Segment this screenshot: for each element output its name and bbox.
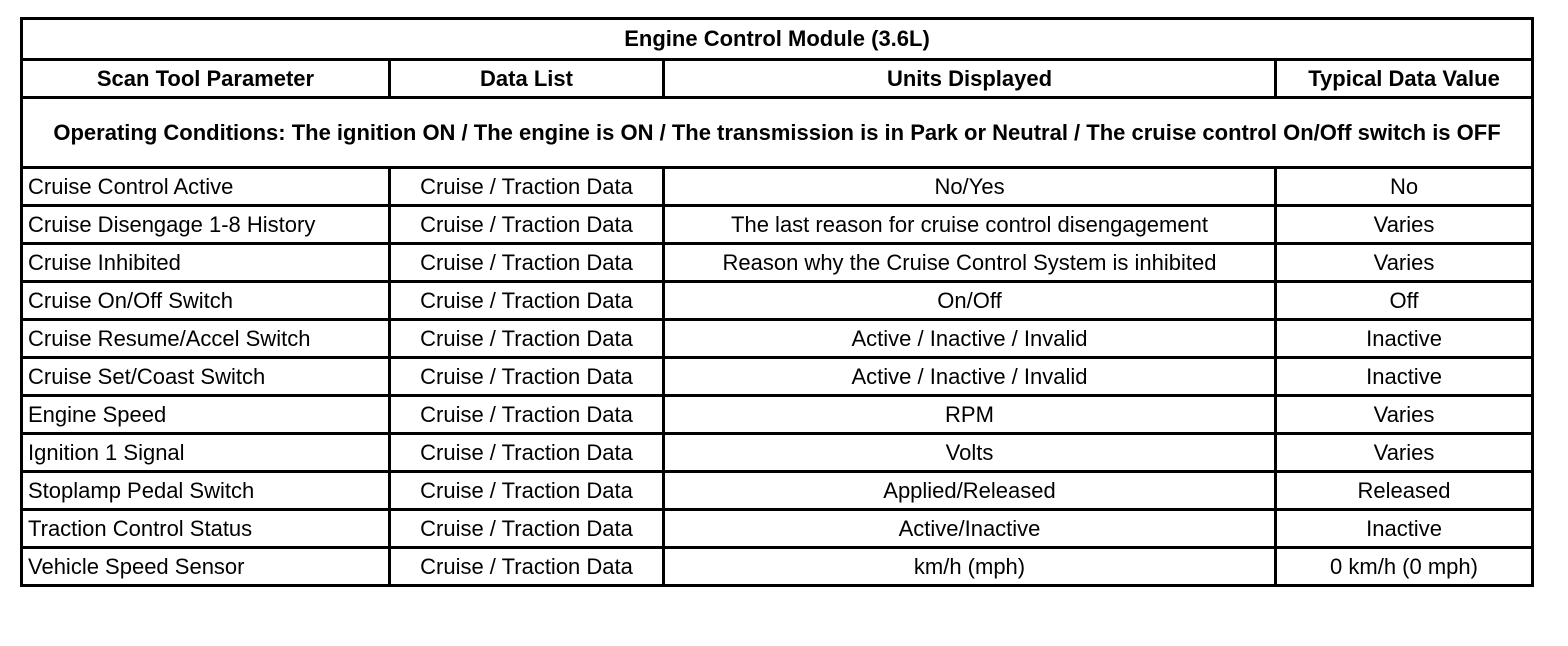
table-row [22, 282, 1533, 320]
table-row [22, 168, 1533, 206]
units-cell: Active / Inactive / Invalid [664, 320, 1276, 358]
data-list-cell: Cruise / Traction Data [390, 206, 664, 244]
units-cell: Reason why the Cruise Control System is inhibited [664, 244, 1276, 282]
units-cell: Volts [664, 434, 1276, 472]
table-title-row [22, 19, 1533, 60]
table-row [22, 244, 1533, 282]
units-cell: On/Off [664, 282, 1276, 320]
data-list-cell: Cruise / Traction Data [390, 282, 664, 320]
table-body [22, 168, 1533, 586]
header-typical-data-value: Typical Data Value [1276, 60, 1533, 98]
typical-value-cell: 0 km/h (0 mph) [1276, 548, 1533, 586]
table-row [22, 396, 1533, 434]
table-row [22, 472, 1533, 510]
data-list-cell: Cruise / Traction Data [390, 548, 664, 586]
parameter-cell: Cruise Set/Coast Switch [22, 358, 390, 396]
data-list-cell: Cruise / Traction Data [390, 168, 664, 206]
typical-value-cell: Varies [1276, 396, 1533, 434]
typical-value-cell: Varies [1276, 434, 1533, 472]
units-cell: Applied/Released [664, 472, 1276, 510]
units-cell: The last reason for cruise control disengagement [664, 206, 1276, 244]
table-row [22, 358, 1533, 396]
parameter-cell: Ignition 1 Signal [22, 434, 390, 472]
table-row [22, 434, 1533, 472]
typical-value-cell: Off [1276, 282, 1533, 320]
units-cell: km/h (mph) [664, 548, 1276, 586]
parameter-cell: Engine Speed [22, 396, 390, 434]
parameter-cell: Cruise Resume/Accel Switch [22, 320, 390, 358]
units-cell: RPM [664, 396, 1276, 434]
table-row [22, 320, 1533, 358]
parameter-cell: Vehicle Speed Sensor [22, 548, 390, 586]
table-title: Engine Control Module (3.6L) [22, 19, 1533, 60]
data-list-cell: Cruise / Traction Data [390, 358, 664, 396]
operating-conditions: Operating Conditions: The ignition ON / The engine is ON / The transmission is in Park or Neutral / The cruise control On/Off switch is OFF [22, 98, 1533, 168]
parameter-cell: Cruise Control Active [22, 168, 390, 206]
typical-value-cell: Inactive [1276, 358, 1533, 396]
units-cell: No/Yes [664, 168, 1276, 206]
parameter-cell: Cruise Inhibited [22, 244, 390, 282]
units-cell: Active / Inactive / Invalid [664, 358, 1276, 396]
parameter-cell: Cruise Disengage 1-8 History [22, 206, 390, 244]
table-row [22, 510, 1533, 548]
header-scan-tool-parameter: Scan Tool Parameter [22, 60, 390, 98]
data-list-cell: Cruise / Traction Data [390, 396, 664, 434]
data-list-cell: Cruise / Traction Data [390, 510, 664, 548]
data-list-cell: Cruise / Traction Data [390, 320, 664, 358]
data-list-cell: Cruise / Traction Data [390, 244, 664, 282]
table-row [22, 206, 1533, 244]
data-list-cell: Cruise / Traction Data [390, 472, 664, 510]
column-header-row [22, 60, 1533, 98]
typical-value-cell: Varies [1276, 206, 1533, 244]
typical-value-cell: Inactive [1276, 320, 1533, 358]
typical-value-cell: Varies [1276, 244, 1533, 282]
typical-value-cell: No [1276, 168, 1533, 206]
data-list-cell: Cruise / Traction Data [390, 434, 664, 472]
operating-conditions-row [22, 98, 1533, 168]
header-data-list: Data List [390, 60, 664, 98]
typical-value-cell: Released [1276, 472, 1533, 510]
header-units-displayed: Units Displayed [664, 60, 1276, 98]
table-row [22, 548, 1533, 586]
engine-control-module-table [20, 17, 1534, 587]
parameter-cell: Stoplamp Pedal Switch [22, 472, 390, 510]
typical-value-cell: Inactive [1276, 510, 1533, 548]
parameter-cell: Cruise On/Off Switch [22, 282, 390, 320]
units-cell: Active/Inactive [664, 510, 1276, 548]
parameter-cell: Traction Control Status [22, 510, 390, 548]
